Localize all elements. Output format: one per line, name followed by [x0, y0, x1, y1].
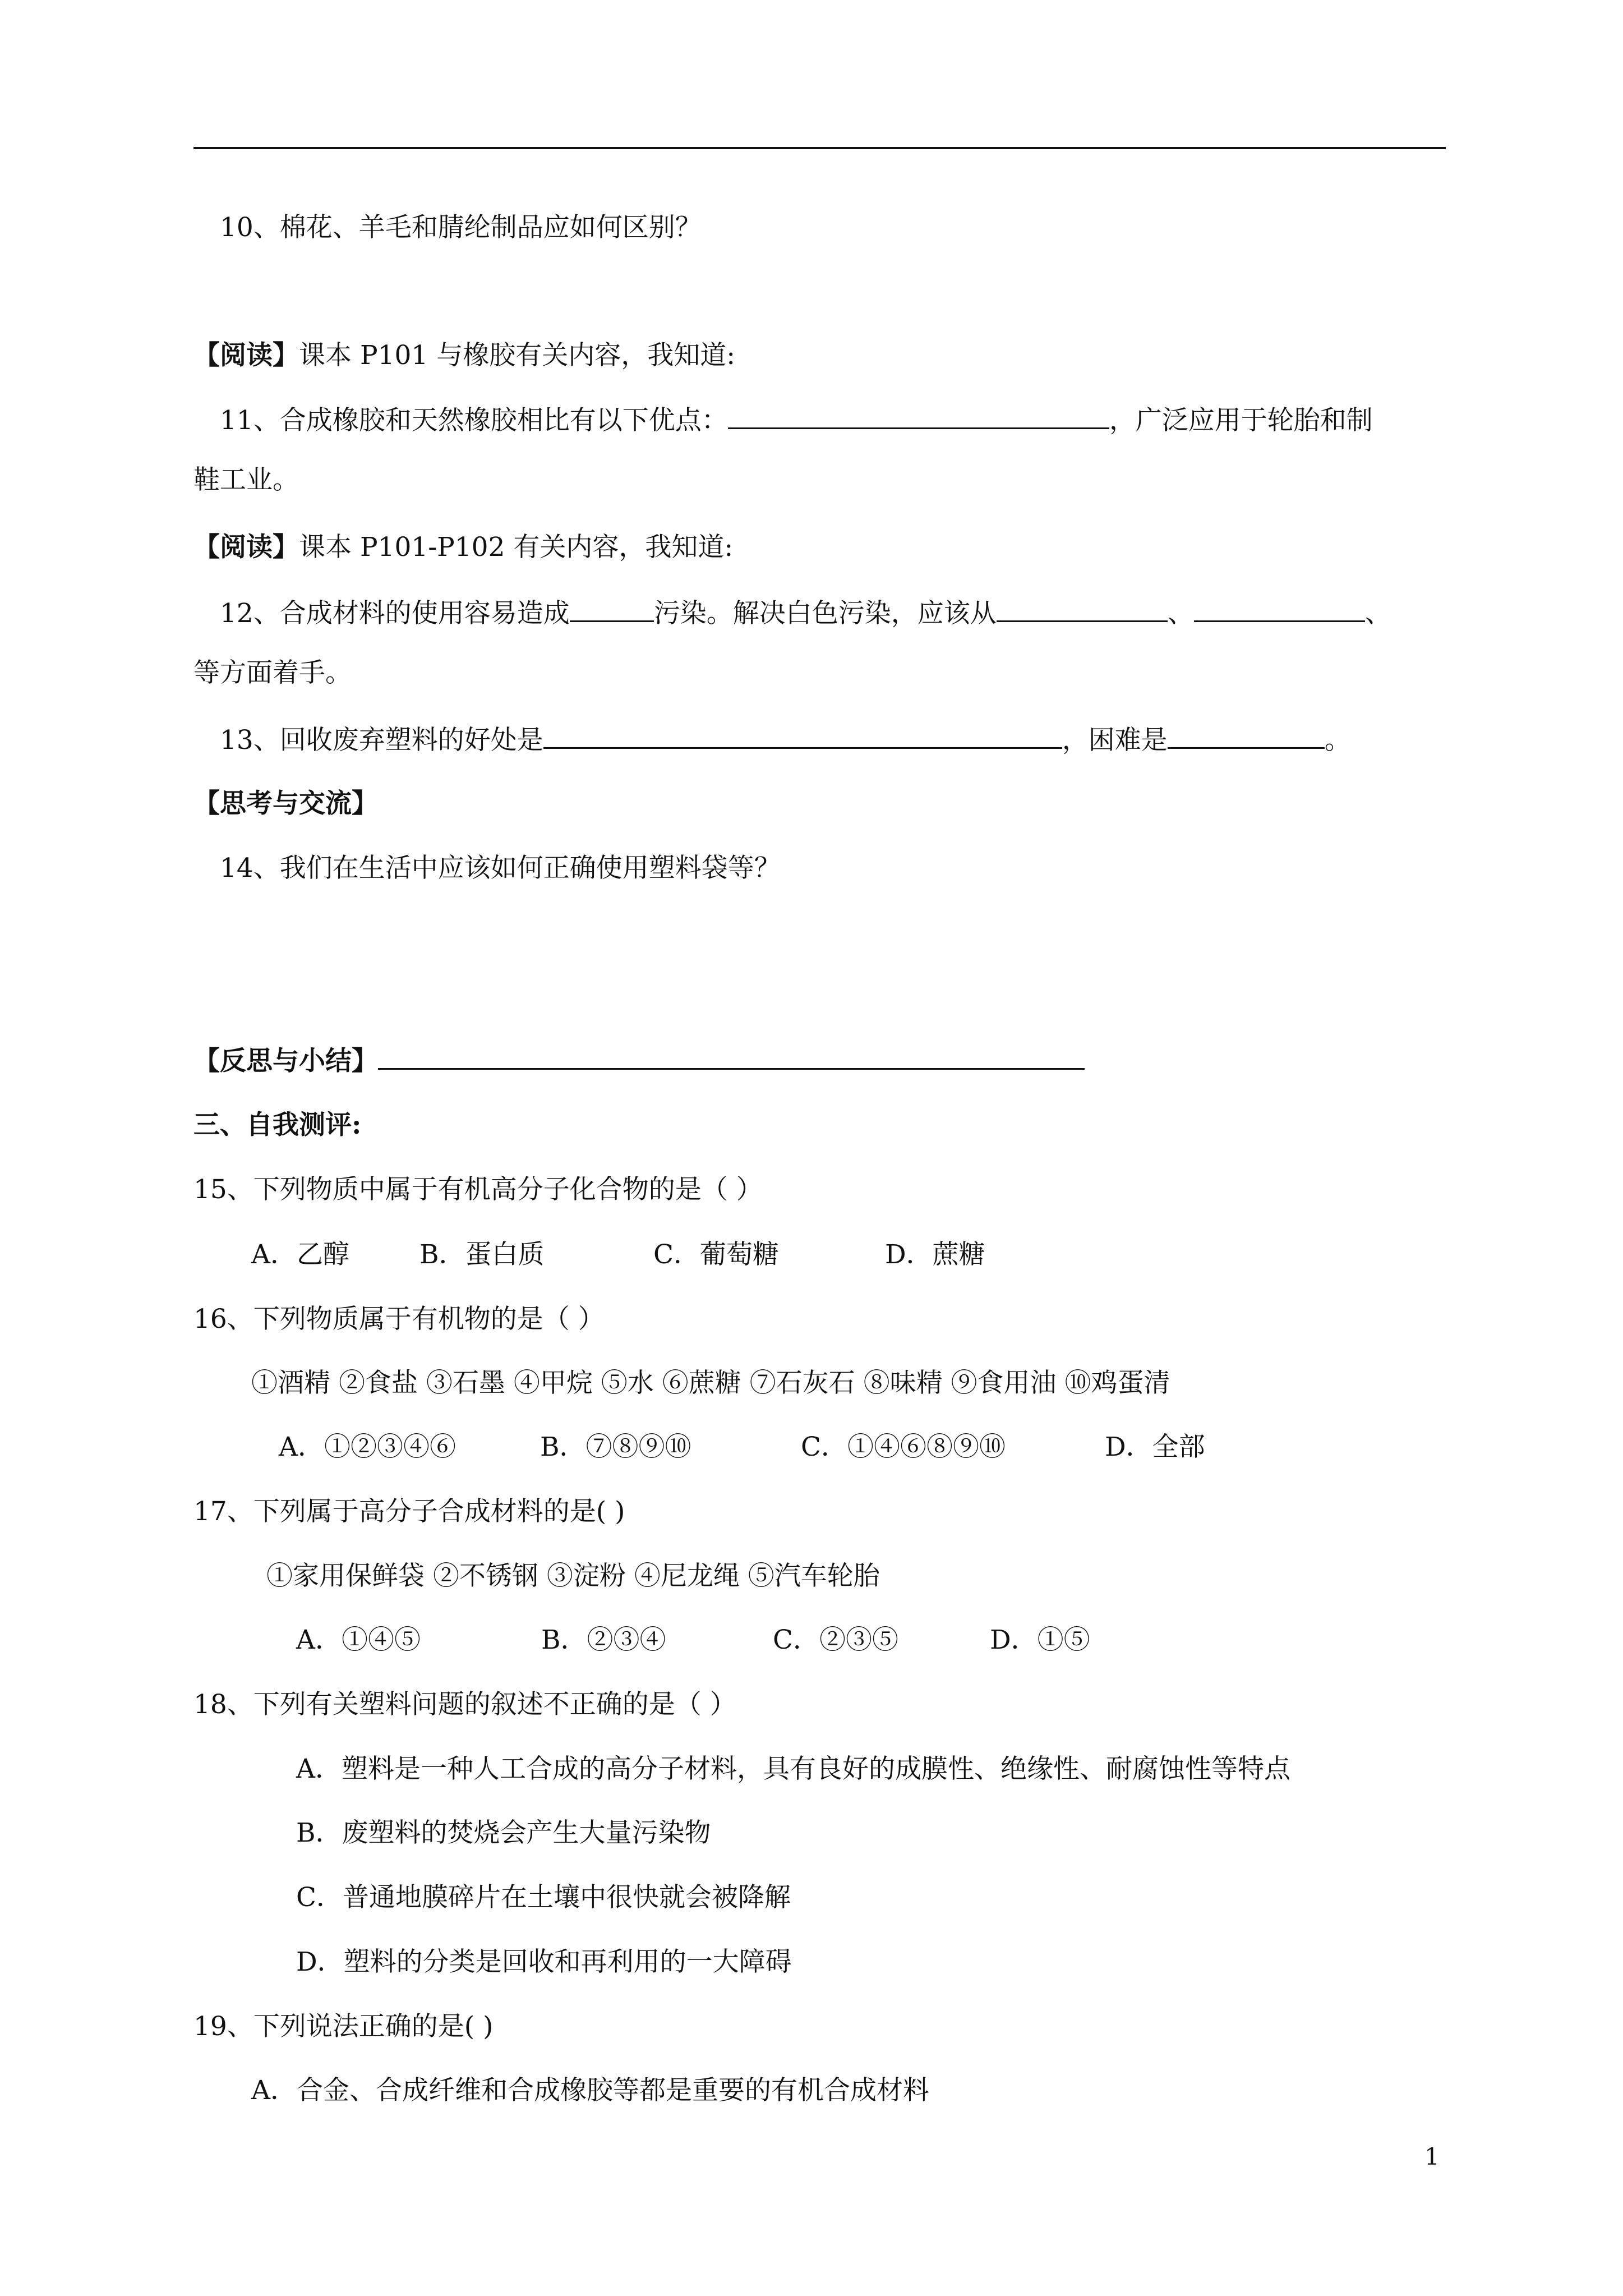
answer-blank[interactable] [728, 403, 1109, 429]
q11-text: 11、合成橡胶和天然橡胶相比有以下优点： [220, 405, 728, 436]
option: C．普通地膜碎片在土壤中很快就会被降解 [296, 1882, 791, 1913]
answer-blank[interactable] [1194, 596, 1365, 622]
question-16: 16、下列物质属于有机物的是（ ） [193, 1304, 605, 1335]
header-rule [193, 147, 1446, 149]
think-heading: 【思考与交流】 [193, 788, 378, 819]
option: D．全部 [1105, 1432, 1205, 1462]
reading-prompt-2 [193, 531, 733, 564]
option: D．塑料的分类是回收和再利用的一大障碍 [296, 1947, 792, 1977]
q13-text: 13、回收废弃塑料的好处是 [220, 725, 543, 756]
option: B．②③④ [541, 1625, 666, 1655]
item-list: ①酒精 ②食盐 ③石墨 ④甲烷 ⑤水 ⑥蔗糖 ⑦石灰石 ⑧味精 ⑨食用油 ⑩鸡蛋清 [251, 1368, 1170, 1398]
q12-separator: 、 [1167, 598, 1194, 629]
item-list: ①家用保鲜袋 ②不锈钢 ③淀粉 ④尼龙绳 ⑤汽车轮胎 [266, 1561, 880, 1591]
q12-separator: 、 [1364, 598, 1391, 629]
question-18: 18、下列有关塑料问题的叙述不正确的是（ ） [193, 1689, 736, 1720]
question-14: 14、我们在生活中应该如何正确使用塑料袋等？ [220, 853, 781, 884]
q11-text-post: ，广泛应用于轮胎和制 [1109, 405, 1373, 436]
option: A．塑料是一种人工合成的高分子材料，具有良好的成膜性、绝缘性、耐腐蚀性等特点 [296, 1754, 1290, 1784]
reading-text: 课本 P101-P102 有关内容，我知道: [299, 532, 734, 563]
question-11 [220, 403, 1373, 438]
question-13 [220, 723, 1351, 757]
section-heading: 三、自我测评: [193, 1110, 362, 1140]
question-10: 10、棉花、羊毛和腈纶制品应如何区别？ [220, 212, 702, 243]
question-12-cont: 等方面着手。 [193, 657, 352, 688]
question-17: 17、下列属于高分子合成材料的是( ) [193, 1496, 625, 1527]
reflect-tag: 【反思与小结】 [193, 1046, 378, 1076]
q13-text-mid: ，困难是 [1062, 725, 1168, 756]
reading-tag: 【阅读】 [193, 340, 299, 371]
option: A．①④⑤ [296, 1625, 421, 1655]
option: B．⑦⑧⑨⑩ [540, 1432, 691, 1462]
option: C．葡萄糖 [653, 1239, 779, 1270]
option: A．合金、合成纤维和合成橡胶等都是重要的有机合成材料 [251, 2075, 929, 2106]
answer-blank[interactable] [570, 596, 654, 622]
answer-blank[interactable] [997, 596, 1168, 622]
option: B．废塑料的焚烧会产生大量污染物 [296, 1818, 711, 1848]
question-12 [220, 596, 1391, 631]
option: B．蛋白质 [419, 1239, 545, 1270]
option: A．乙醇 [251, 1239, 349, 1270]
reading-prompt-1 [193, 339, 735, 372]
option: C．②③⑤ [773, 1625, 898, 1655]
answer-blank[interactable] [1168, 723, 1325, 749]
option: D．蔗糖 [885, 1239, 985, 1270]
q12-text-mid: 污染。解决白色污染，应该从 [653, 598, 997, 629]
q12-text: 12、合成材料的使用容易造成 [220, 598, 570, 629]
question-15: 15、下列物质中属于有机高分子化合物的是（ ） [193, 1174, 763, 1205]
page-number: 1 [1424, 2143, 1440, 2170]
question-19: 19、下列说法正确的是( ) [193, 2011, 494, 2042]
reflection-summary [193, 1043, 1085, 1078]
option: C．①④⑥⑧⑨⑩ [801, 1432, 1006, 1462]
question-11-cont: 鞋工业。 [193, 464, 299, 495]
reading-tag: 【阅读】 [193, 532, 299, 563]
q13-text-end: 。 [1324, 725, 1351, 756]
reading-text: 课本 P101 与橡胶有关内容，我知道: [299, 340, 736, 371]
answer-blank[interactable] [378, 1043, 1085, 1070]
option: D．①⑤ [990, 1625, 1090, 1655]
option: A．①②③④⑥ [279, 1432, 456, 1462]
answer-blank[interactable] [543, 723, 1062, 749]
